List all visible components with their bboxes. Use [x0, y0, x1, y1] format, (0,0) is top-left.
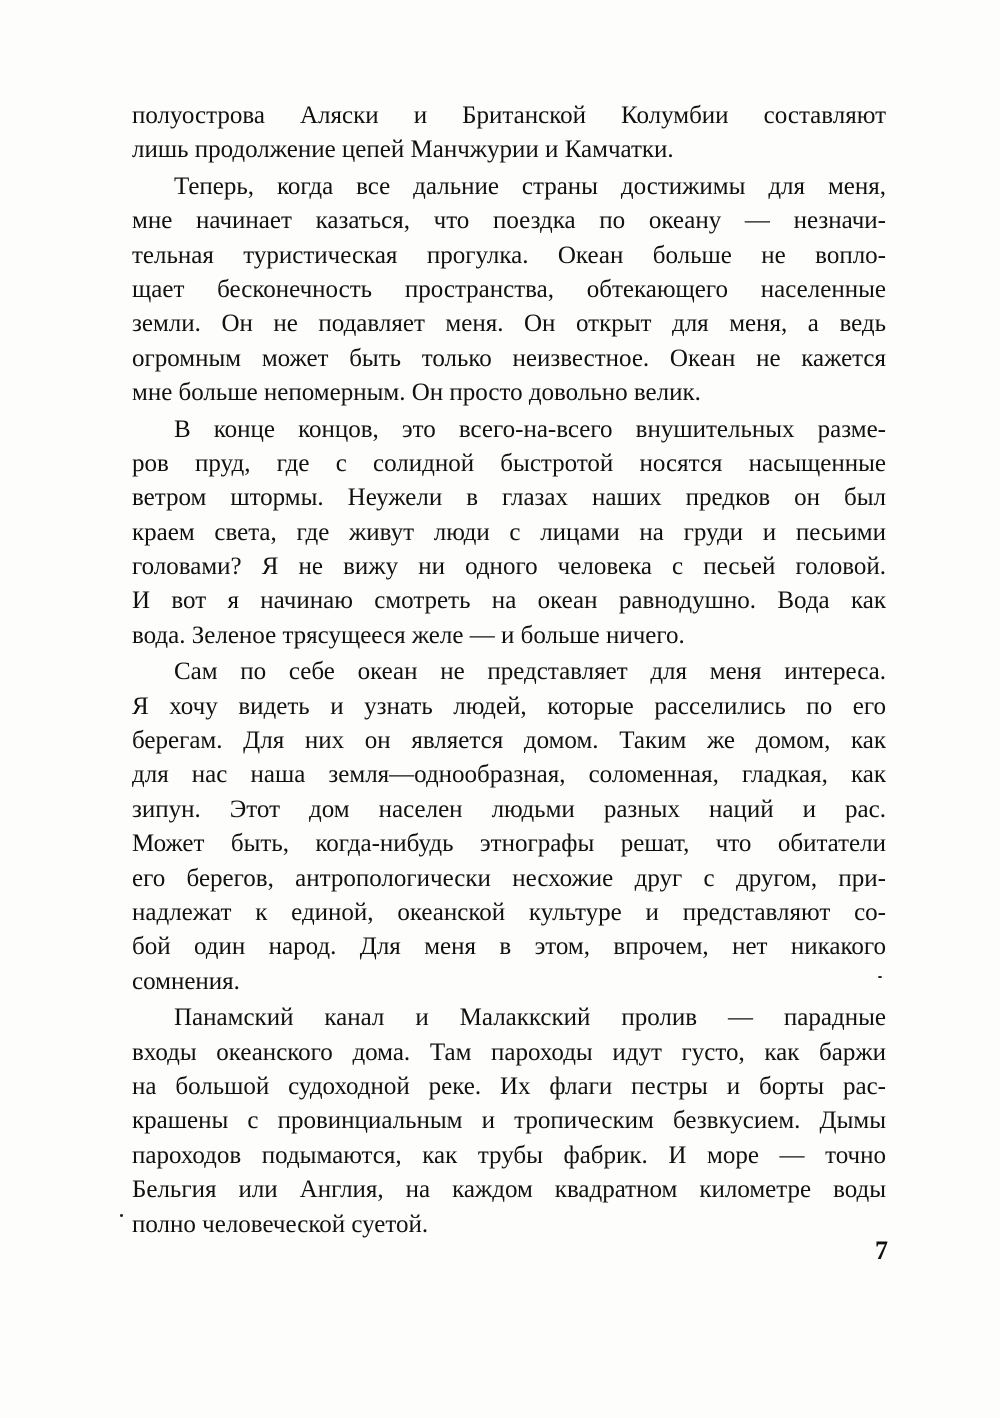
print-speck [120, 1214, 123, 1217]
text-line: Панамский канал и Малаккский пролив — парадные [174, 1004, 886, 1032]
text-line: мне больше непомерным. Он просто довольно велик. [132, 379, 701, 407]
text-line: крашены с провинциальным и тропическим безвкусием. Дымы [132, 1107, 886, 1135]
text-line: щает бесконечность пространства, обтекающего населенные [132, 275, 886, 303]
body-text [132, 99, 886, 1244]
text-line: Сам по себе океан не представляет для меня интереса. [174, 658, 886, 686]
page-number: 7 [875, 1236, 888, 1265]
text-line: ветром штормы. Неужели в глазах наших предков он был [132, 484, 886, 512]
text-line: на большой судоходной реке. Их флаги пестры и борты рас- [132, 1072, 886, 1100]
text-line: сомнения. [132, 967, 240, 995]
text-line: берегам. Для них он является домом. Таким же домом, как [132, 727, 886, 755]
text-line: земли. Он не подавляет меня. Он открыт для меня, а ведь [132, 310, 886, 338]
paragraph [132, 170, 886, 411]
text-line: Может быть, когда-нибудь этнографы решат, что обитатели [132, 830, 886, 858]
text-line: зипун. Этот дом населен людьми разных наций и рас. [132, 795, 886, 823]
text-line: ров пруд, где с солидной быстротой носятся насыщенные [132, 449, 886, 477]
text-line: бой один народ. Для меня в этом, впрочем, нет никакого [132, 933, 886, 961]
text-line: В конце концов, это всего-на-всего внушительных разме- [174, 415, 886, 443]
paragraph [132, 99, 886, 168]
text-line: полуострова Аляски и Британской Колумбии составляют [132, 102, 886, 129]
text-line: головами? Я не вижу ни одного человека с песьей головой. [132, 553, 886, 581]
text-line: его берегов, антропологически несхожие друг с другом, при- [132, 864, 886, 892]
text-line: И вот я начинаю смотреть на океан равнодушно. Вода как [132, 587, 886, 615]
text-line: пароходов подымаются, как трубы фабрик. И море — точно [132, 1141, 886, 1169]
text-line: краем света, где живут люди с лицами на груди и песьими [132, 518, 886, 546]
text-line: огромным может быть только неизвестное. Океан не кажется [132, 344, 886, 372]
text-line: тельная туристическая прогулка. Океан больше не вопло- [132, 241, 886, 269]
text-line: вода. Зеленое трясущееся желе — и больше ничего. [132, 621, 685, 649]
paragraph [132, 655, 886, 999]
text-line: мне начинает казаться, что поездка по океану — незначи- [132, 207, 886, 235]
text-line: Теперь, когда все дальние страны достижимы для меня, [174, 172, 886, 200]
paragraph [132, 1001, 886, 1242]
text-line: Бельгия или Англия, на каждом квадратном километре воды [132, 1176, 886, 1204]
text-line: входы океанского дома. Там пароходы идут густо, как баржи [132, 1038, 886, 1066]
text-line: надлежат к единой, океанской культуре и представляют со- [132, 898, 886, 926]
text-line: лишь продолжение цепей Манчжурии и Камчатки. [132, 136, 674, 164]
text-line: Я хочу видеть и узнать людей, которые расселились по его [132, 692, 886, 720]
print-speck [878, 976, 882, 978]
text-line: для нас наша земля—однообразная, соломенная, гладкая, как [132, 761, 886, 789]
text-line: полно человеческой суетой. [132, 1210, 429, 1238]
paragraph [132, 413, 886, 654]
